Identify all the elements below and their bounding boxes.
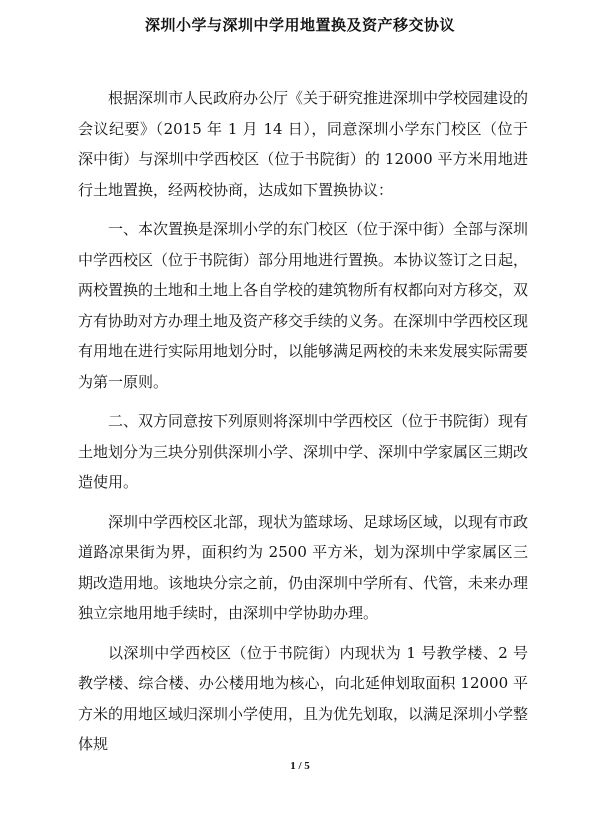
paragraph-north-plot: 深圳中学西校区北部，现状为篮球场、足球场区域，以现有市政道路凉果街为界，面积约为 2500 平方米，划为深圳中学家属区三期改造用地。该地块分宗之前，仍由深圳中学所有、代管，未来办理独立宗地用地手续时，由深圳中学协助办理。	[78, 512, 529, 622]
page-number: 1 / 5	[290, 760, 310, 772]
document-title: 深圳小学与深圳中学用地置换及资产移交协议	[144, 16, 455, 34]
document-body	[78, 83, 528, 769]
paragraph-clause-2: 二、双方同意按下列原则将深圳中学西校区（位于书院街）现有土地划分为三块分别供深圳小学、深圳中学、深圳中学家属区三期改造使用。	[78, 412, 529, 491]
paragraph-core-plot: 以深圳中学西校区（位于书院街）内现状为 1 号教学楼、2 号教学楼、综合楼、办公楼用地为核心，向北延伸划取面积 12000 平方米的用地区域归深圳小学使用，且为优先划取，以满足深圳小学整体规	[78, 643, 529, 753]
paragraph-intro: 根据深圳市人民政府办公厅《关于研究推进深圳中学校园建设的会议纪要》（2015 年 1 月 14 日），同意深圳小学东门校区（位于深中街）与深圳中学西校区（位于书院街）的 12000 平方米用地进行土地置换，经两校协商，达成如下置换协议：	[78, 89, 529, 199]
paragraph-clause-1: 一、本次置换是深圳小学的东门校区（位于深中街）全部与深圳中学西校区（位于书院街）部分用地进行置换。本协议签订之日起，两校置换的土地和土地上各自学校的建筑物所有权都向对方移交，双方有协助对方办理土地及资产移交手续的义务。在深圳中学西校区现有用地在进行实际用地划分时，以能够满足两校的未来发展实际需要为第一原则。	[78, 220, 529, 391]
